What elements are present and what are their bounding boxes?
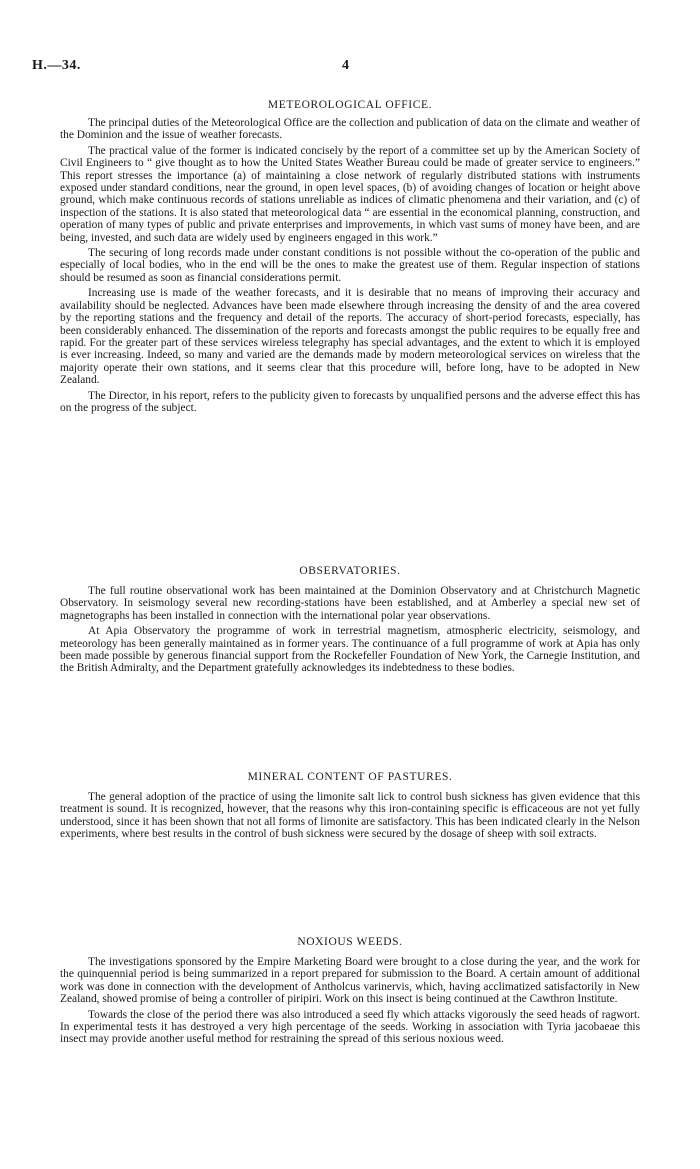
- section-mineral-content-of-pastures: [60, 771, 640, 844]
- paragraph: At Apia Observatory the programme of work in terrestrial magnetism, atmospheric electricity, seismology, and meteorology has been generally maintained as in former years. The continuance of a full programme of work at Apia has only been made possible by generous financial support from the Rockefeller Foundation of New York, the Carnegie Institution, and the British Admiralty, and the Department gratefully acknowledges its indebtedness to these bodies.: [60, 625, 640, 675]
- paragraph: The investigations sponsored by the Empire Marketing Board were brought to a close during the year, and the work for the quinquennial period is being summarized in a report prepared for submission to the Board. A certain amount of additional work was done in connection with the development of Antholcus varinervis, which, having acclimatized satisfactorily in New Zealand, showed promise of being a controller of piripiri. Work on this insect is being continued at the Cawthron Institute.: [60, 956, 640, 1006]
- paragraph: The principal duties of the Meteorological Office are the collection and publication of data on the climate and weather of the Dominion and the issue of weather forecasts.: [60, 117, 640, 142]
- paragraph: The practical value of the former is indicated concisely by the report of a committee set up by the American Society of Civil Engineers to “ give thought as to how the United States Weather Bureau could be made of greater service to engineers.” This report stresses the importance (a) of maintaining a close network of regularly distributed stations with instruments exposed under standard conditions, near the ground, in open level spaces, (b) of avoiding changes of location or height above ground, which make continuous records of stations unreliable as indices of climatic phenomena and their variation, and (c) of inspection of the stations. It is also stated that meteorological data “ are essential in the economical planning, construction, and operation of many types of public and private enterprises and improvements, in which vast sums of money have been, and are being, invested, and such data are widely used by engineers engaged in this work.”: [60, 144, 640, 244]
- section-noxious-weeds: [60, 936, 640, 1049]
- section-heading: OBSERVATORIES.: [299, 565, 401, 577]
- paragraph: The general adoption of the practice of using the limonite salt lick to control bush sickness has given evidence that this treatment is sound. It is recognized, however, that the reasons why this iron-containing specific is efficaceous are not yet fully understood, since it has been shown that not all forms of limonite are satisfactory. This has been indicated clearly in the Nelson experiments, where best results in the control of bush sickness were secured by the dosage of sheep with soil extracts.: [60, 791, 640, 841]
- section-meteorological-office: [60, 99, 640, 417]
- section-heading: METEOROLOGICAL OFFICE.: [267, 99, 433, 111]
- paragraph: The securing of long records made under constant conditions is not possible without the co-operation of the public and especially of local bodies, who in the end will be the ones to make the greatest use of them. Regular inspection of stations should be resumed as soon as financial considerations permit.: [60, 247, 640, 284]
- document-reference: H.—34.: [32, 58, 81, 73]
- page-number: 4: [342, 58, 349, 73]
- page-header: [32, 58, 672, 80]
- section-heading: NOXIOUS WEEDS.: [297, 936, 403, 948]
- paragraph: The Director, in his report, refers to the publicity given to forecasts by unqualified persons and the adverse effect this has on the progress of the subject.: [60, 389, 640, 414]
- paragraph: Towards the close of the period there was also introduced a seed fly which attacks vigorously the seed heads of ragwort. In experimental tests it has destroyed a very high percentage of the seeds. Working in association with Tyria jacobaeae this insect may provide another useful method for restraining the spread of this serious noxious weed.: [60, 1008, 640, 1046]
- section-observatories: [60, 565, 640, 678]
- paragraph: The full routine observational work has been maintained at the Dominion Observatory and at Christchurch Magnetic Observatory. In seismology several new recording-stations have been established, and at Amberley a special new set of magnetographs has been installed in connection with the international polar year observations.: [60, 585, 640, 622]
- section-heading: MINERAL CONTENT OF PASTURES.: [247, 771, 453, 783]
- paragraph: Increasing use is made of the weather forecasts, and it is desirable that no means of improving their accuracy and availability should be neglected. Advances have been made elsewhere through increasing the density of and the area covered by the reporting stations and the frequency and detail of the reports. The accuracy of short-period forecasts, especially, has been considerably enhanced. The dissemination of the reports and forecasts amongst the public requires to be equally free and rapid. For the greater part of these services wireless telegraphy has special advantages, and the extent to which it is employed is ever increasing. Indeed, so many and varied are the demands made by modern meteorological services on wireless that the majority operate their own stations, and it seems clear that this procedure will, before long, have to be adopted in New Zealand.: [60, 287, 640, 387]
